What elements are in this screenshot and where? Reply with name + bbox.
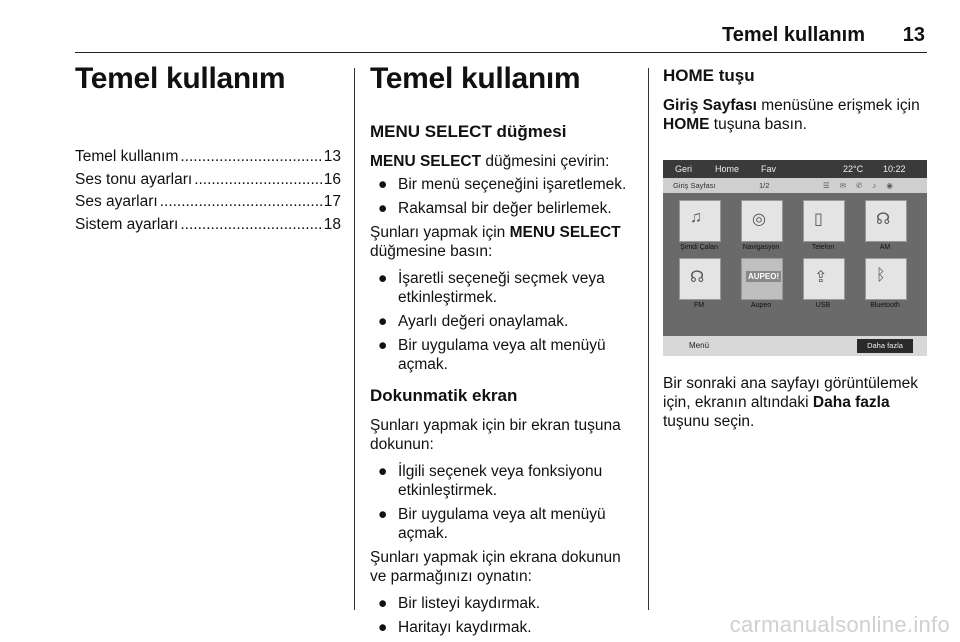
text: düğmesini çevirin: (481, 153, 610, 170)
toc-dots (180, 146, 321, 169)
bold-term: Daha fazla (812, 394, 890, 411)
screen-page-title: Giriş Sayfası (673, 181, 716, 190)
bullet-list (370, 594, 640, 637)
section-title: Temel kullanım (370, 62, 581, 95)
toc-label: Sistem ayarları (75, 215, 179, 233)
column-divider-2 (648, 68, 649, 610)
list-item: ● Bir uygulama veya alt menüyü açmak. (378, 337, 606, 373)
toc-dots (194, 169, 322, 192)
bold-term: MENU SELECT (370, 153, 482, 170)
page-header (75, 24, 927, 53)
clock: 10:22 (883, 164, 906, 174)
am-radio-icon: ☊ (876, 211, 891, 228)
watermark: carmanualsonline.info (729, 612, 950, 637)
usb-icon: ⇪ (814, 269, 828, 286)
toc-label: Ses tonu ayarları (75, 170, 193, 188)
toc-item[interactable] (75, 191, 341, 214)
screen-page-index: 1/2 (759, 181, 770, 190)
list-item: ● Rakamsal bir değer belirlemek. (378, 200, 612, 217)
fm-radio-icon: ☊ (690, 269, 705, 286)
music-note-icon: ♫ (690, 209, 702, 226)
menu-select-heading: MENU SELECT düğmesi (370, 122, 567, 141)
tile-fm[interactable] (679, 258, 721, 300)
temperature: 22°C (843, 164, 864, 174)
infotainment-screen-photo (663, 160, 927, 356)
list-item-text: Haritayı kaydırmak. (398, 619, 532, 636)
list-item: ● İlgili seçenek veya fonksiyonu etkinleştirmek. (378, 463, 603, 499)
tile-label: FM (693, 302, 705, 309)
toc-item[interactable] (75, 146, 341, 169)
text: Şunları yapmak için (370, 224, 510, 241)
list-item: ● İşaretli seçeneği seçmek veya etkinleştirmek. (378, 270, 605, 306)
paragraph (370, 223, 640, 261)
tile-aupeo[interactable] (741, 258, 783, 300)
phone-icon: ▯ (814, 211, 823, 228)
tile-label: Telefon (811, 244, 835, 251)
bold-term: HOME (663, 116, 710, 133)
middle-column (370, 62, 640, 642)
toc-page: 18 (323, 215, 341, 233)
more-button[interactable]: Daha fazla (857, 339, 913, 353)
back-button[interactable]: Geri (675, 164, 693, 174)
paragraph (663, 96, 933, 134)
list-item-text: İlgili seçenek veya fonksiyonu etkinleştirmek. (398, 463, 603, 499)
column-divider-1 (354, 68, 355, 610)
header-title: Temel kullanım (721, 24, 865, 46)
tile-usb[interactable] (803, 258, 845, 300)
toc-dots (180, 214, 321, 237)
toc-label: Ses ayarları (75, 193, 158, 210)
tile-label: Navigasyon (742, 244, 780, 251)
home-key-heading: HOME tuşu (663, 66, 755, 85)
tile-label: USB (815, 302, 831, 309)
tile-label: Şimdi Çalan (680, 244, 718, 251)
toc-page: 16 (323, 170, 341, 188)
tile-phone[interactable] (803, 200, 845, 242)
tile-am[interactable] (865, 200, 907, 242)
tile-navigation[interactable] (741, 200, 783, 242)
tile-now-playing[interactable] (679, 200, 721, 242)
screen-top-bar (663, 160, 927, 178)
paragraph (663, 374, 933, 431)
screen-bottom-bar (663, 336, 927, 356)
text: tuşuna basın. (709, 116, 807, 133)
tile-bluetooth[interactable] (865, 258, 907, 300)
home-button[interactable]: Home (715, 164, 740, 174)
list-item-text: Rakamsal bir değer belirlemek. (398, 200, 612, 217)
list-item-text: Ayarlı değeri onaylamak. (398, 313, 569, 330)
text: Bir sonraki ana sayfayı görüntülemek için, ekranın altındaki (663, 375, 919, 411)
tile-label: AM (879, 244, 891, 251)
paragraph: Şunları yapmak için ekrana dokunun ve parmağınızı oynatın: (370, 549, 621, 585)
paragraph: Şunları yapmak için bir ekran tuşuna dokunun: (370, 417, 621, 453)
list-item: ● Bir uygulama veya alt menüyü açmak. (378, 506, 606, 542)
table-of-contents (75, 146, 341, 236)
bold-term: Giriş Sayfası (663, 97, 757, 114)
bullet-list (370, 462, 640, 543)
toc-dots (160, 191, 322, 214)
list-item: ● Bir listeyi kaydırmak. (378, 595, 541, 612)
toc-page: 13 (323, 148, 341, 165)
toc-page: 17 (323, 193, 341, 210)
list-item: ● Bir menü seçeneğini işaretlemek. (378, 176, 627, 193)
aupeo-logo: AUPEO! (748, 272, 780, 281)
text: tuşunu seçin. (663, 413, 755, 430)
page-number: 13 (902, 24, 925, 46)
bullet-list (370, 269, 640, 374)
status-icons: ☰ ✉ ✆ ♪ ◉ (823, 181, 897, 190)
chapter-title: Temel kullanım (75, 62, 286, 95)
touchscreen-heading: Dokunmatik ekran (370, 386, 518, 405)
text: düğmesine basın: (370, 243, 493, 260)
toc-label: Temel kullanım (75, 148, 179, 165)
toc-item[interactable] (75, 214, 341, 237)
list-item-text: Bir uygulama veya alt menüyü açmak. (398, 506, 606, 542)
bullet-list (370, 175, 640, 218)
tile-label: Aupeo (750, 302, 772, 309)
left-column (75, 62, 341, 236)
list-item: ● Ayarlı değeri onaylamak. (378, 313, 569, 330)
text: menüsüne erişmek için (756, 97, 920, 114)
screen-info-bar (663, 178, 927, 193)
menu-button[interactable]: Menü (689, 341, 710, 350)
list-item: ● Haritayı kaydırmak. (378, 619, 532, 636)
list-item-text: Bir uygulama veya alt menüyü açmak. (398, 337, 606, 373)
paragraph (370, 152, 640, 171)
list-item-text: İşaretli seçeneği seçmek veya etkinleştirmek. (398, 270, 605, 306)
bold-term: MENU SELECT (509, 224, 621, 241)
list-item-text: Bir listeyi kaydırmak. (398, 595, 541, 612)
toc-item[interactable] (75, 169, 341, 192)
tile-label: Bluetooth (870, 302, 900, 309)
fav-button[interactable]: Fav (761, 164, 777, 174)
compass-icon: ◎ (752, 211, 766, 228)
list-item-text: Bir menü seçeneğini işaretlemek. (398, 176, 627, 193)
bluetooth-icon: ᛒ (876, 267, 886, 284)
